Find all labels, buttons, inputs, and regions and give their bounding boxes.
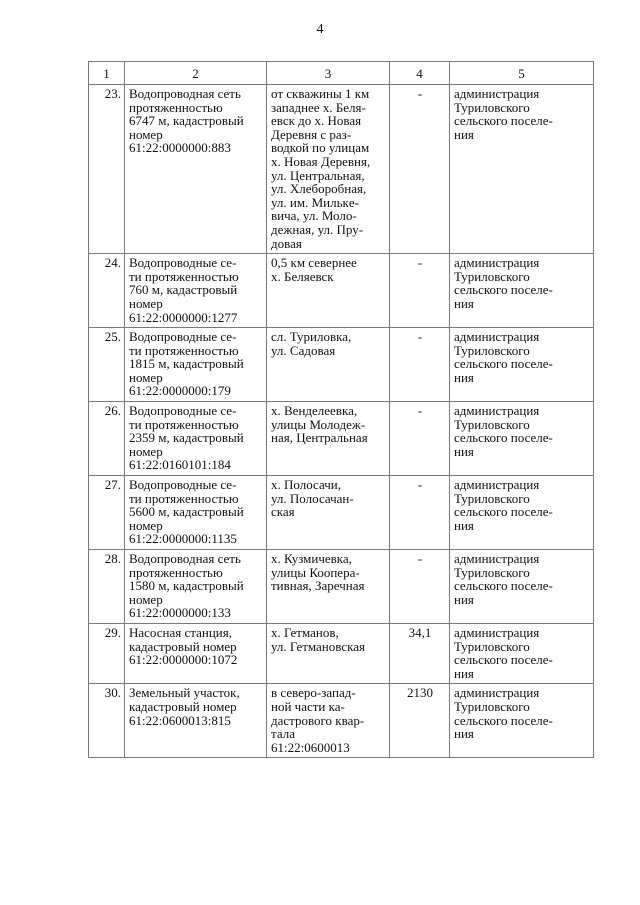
object-name: Водопроводная сеть протяженностью 6747 м, кадастровый номер 61:22:0000000:883 [125,85,267,254]
object-name: Водопроводная сеть протяженностью 1580 м, кадастровый номер 61:22:0000000:133 [125,550,267,624]
object-area: - [390,476,450,550]
object-holder: администрация Туриловского сельского поселе- ния [450,254,594,328]
column-header-5: 5 [450,62,594,85]
object-name: Водопроводные се- ти протяженностью 2359 м, кадастровый номер 61:22:0160101:184 [125,402,267,476]
object-location: х. Полосачи, ул. Полосачан- ская [267,476,390,550]
table-row [89,476,594,550]
object-area: - [390,550,450,624]
object-name: Водопроводные се- ти протяженностью 5600 м, кадастровый номер 61:22:0000000:1135 [125,476,267,550]
object-location: х. Кузмичевка, улицы Коопера- тивная, Заречная [267,550,390,624]
row-number: 30. [89,684,125,758]
object-name: Водопроводные се- ти протяженностью 1815 м, кадастровый номер 61:22:0000000:179 [125,328,267,402]
column-header-2: 2 [125,62,267,85]
row-number: 27. [89,476,125,550]
object-location: х. Гетманов, ул. Гетмановская [267,623,390,683]
page-number: 4 [316,22,324,37]
object-area: - [390,254,450,328]
object-holder: администрация Туриловского сельского поселе- ния [450,328,594,402]
row-number: 26. [89,402,125,476]
object-holder: администрация Туриловского сельского поселе- ния [450,623,594,683]
object-holder: администрация Туриловского сельского поселе- ния [450,684,594,758]
object-area: 2130 [390,684,450,758]
object-name: Земельный участок, кадастровый номер 61:22:0600013:815 [125,684,267,758]
object-area: - [390,328,450,402]
table-row [89,85,594,254]
table-row [89,254,594,328]
object-holder: администрация Туриловского сельского поселе- ния [450,402,594,476]
table-row [89,684,594,758]
row-number: 28. [89,550,125,624]
column-header-4: 4 [390,62,450,85]
object-location: х. Венделеевка, улицы Молодеж- ная, Центральная [267,402,390,476]
table-row [89,328,594,402]
table-row [89,402,594,476]
property-registry-table [88,61,594,758]
object-location: сл. Туриловка, ул. Садовая [267,328,390,402]
object-location: в северо-запад- ной части ка- дастрового квар- тала 61:22:0600013 [267,684,390,758]
row-number: 24. [89,254,125,328]
object-area: - [390,85,450,254]
column-header-1: 1 [89,62,125,85]
object-name: Водопроводные се- ти протяженностью 760 м, кадастровый номер 61:22:0000000:1277 [125,254,267,328]
object-location: 0,5 км севернее х. Беляевск [267,254,390,328]
object-holder: администрация Туриловского сельского поселе- ния [450,476,594,550]
row-number: 29. [89,623,125,683]
table-row [89,623,594,683]
object-area: - [390,402,450,476]
object-area: 34,1 [390,623,450,683]
header-row [89,62,594,85]
object-holder: администрация Туриловского сельского поселе- ния [450,85,594,254]
column-header-3: 3 [267,62,390,85]
row-number: 25. [89,328,125,402]
object-name: Насосная станция, кадастровый номер 61:22:0000000:1072 [125,623,267,683]
row-number: 23. [89,85,125,254]
object-holder: администрация Туриловского сельского поселе- ния [450,550,594,624]
table-row [89,550,594,624]
object-location: от скважины 1 км западнее х. Беля- евск до х. Новая Деревня с раз- водкой по улицам х. Новая Деревня, ул. Центральная, ул. Хлеборобная, ул. им. Милькe- вича, ул. Моло- дежная, ул. Пру- довая [267,85,390,254]
